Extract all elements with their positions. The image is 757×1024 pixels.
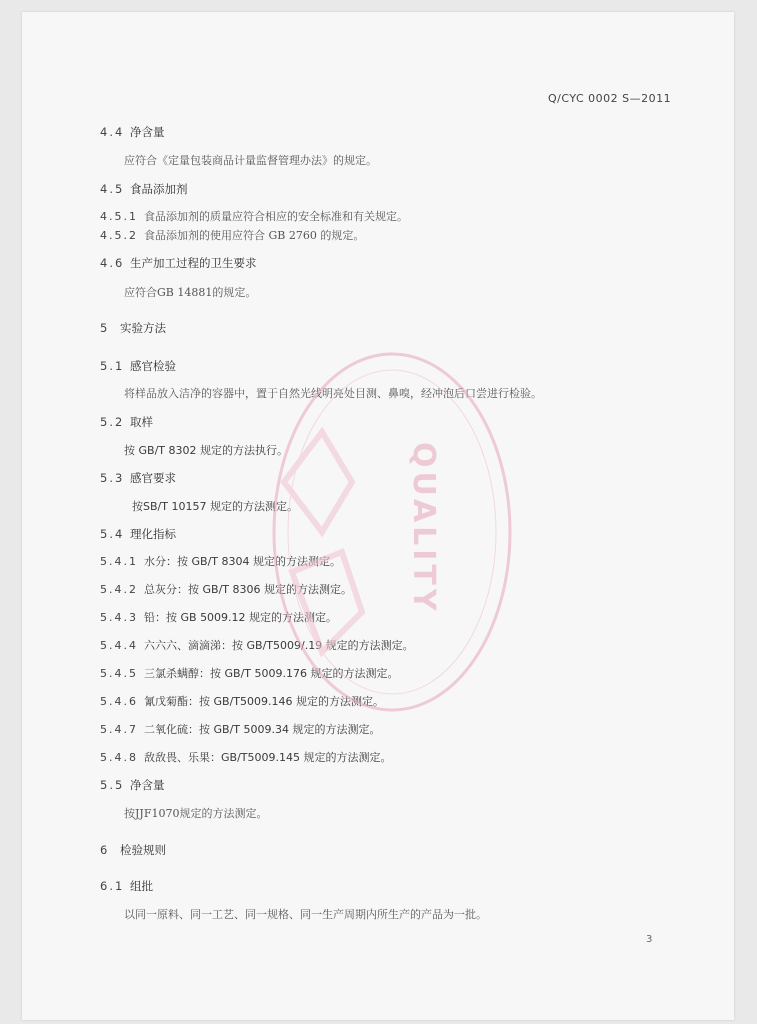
heading-5-2 — [100, 414, 153, 430]
clause-text: 氰戊菊酯：按 GB/T5009.146 规定的方法测定。 — [144, 695, 384, 708]
clause-5-4-1 — [100, 553, 341, 569]
seal-text: QUALITY — [406, 442, 441, 615]
paragraph: 按 GB/T 8302 规定的方法执行。 — [124, 444, 288, 457]
clause-number: 5.4.3 — [100, 611, 138, 624]
clause-title: 取样 — [130, 415, 153, 429]
heading-5-5 — [100, 777, 165, 793]
clause-text: 铅：按 GB 5009.12 规定的方法测定。 — [144, 611, 338, 624]
paragraph: 按JJF1070规定的方法测定。 — [124, 807, 268, 820]
clause-number: 5.4.4 — [100, 639, 138, 652]
paragraph: 按SB/T 10157 规定的方法测定。 — [132, 500, 298, 513]
heading-4-5 — [100, 181, 188, 197]
clause-number: 5.4.6 — [100, 695, 138, 708]
clause-number: 4.5.2 — [100, 229, 138, 242]
clause-text: 水分：按 GB/T 8304 规定的方法测定。 — [144, 555, 341, 568]
clause-number: 5.1 — [100, 359, 125, 373]
clause-title: 生产加工过程的卫生要求 — [130, 256, 257, 270]
clause-number: 5.3 — [100, 471, 125, 485]
clause-number: 5 — [100, 321, 110, 335]
clause-title: 净含量 — [130, 125, 165, 139]
clause-title: 组批 — [130, 879, 153, 893]
clause-number: 5.4.8 — [100, 751, 138, 764]
clause-text: 三氯杀螨醇：按 GB/T 5009.176 规定的方法测定。 — [144, 667, 399, 680]
heading-4-6 — [100, 255, 257, 271]
clause-4-5-2 — [100, 227, 364, 243]
clause-number: 5.2 — [100, 415, 125, 429]
clause-number: 5.4 — [100, 527, 125, 541]
clause-5-4-3 — [100, 609, 337, 625]
clause-text: 总灰分：按 GB/T 8306 规定的方法测定。 — [144, 583, 352, 596]
clause-number: 4.4 — [100, 125, 125, 139]
clause-5-4-7 — [100, 721, 380, 737]
clause-number: 4.5.1 — [100, 210, 138, 223]
clause-title: 感官检验 — [130, 359, 176, 373]
clause-title: 感官要求 — [130, 471, 176, 485]
seal-outer-ring — [274, 354, 510, 710]
clause-title: 理化指标 — [130, 527, 176, 541]
heading-4-4 — [100, 124, 165, 140]
clause-title: 净含量 — [130, 778, 165, 792]
clause-number: 5.4.5 — [100, 667, 138, 680]
clause-5-4-5 — [100, 665, 398, 681]
page-number: 3 — [646, 934, 653, 945]
heading-5-4 — [100, 526, 176, 542]
clause-text: 敌敌畏、乐果：GB/T5009.145 规定的方法测定。 — [144, 751, 392, 764]
seal-glyph — [284, 432, 352, 532]
clause-5-4-8 — [100, 749, 391, 765]
heading-6-1 — [100, 878, 153, 894]
paragraph: 应符合《定量包装商品计量监督管理办法》的规定。 — [124, 154, 377, 167]
clause-5-4-2 — [100, 581, 352, 597]
clause-number: 6 — [100, 843, 110, 857]
heading-5-3 — [100, 470, 176, 486]
standard-number: Q/CYC 0002 S—2011 — [548, 92, 672, 105]
clause-number: 4.6 — [100, 256, 125, 270]
clause-number: 4.5 — [100, 182, 125, 196]
clause-5-4-6 — [100, 693, 384, 709]
clause-number: 5.4.1 — [100, 555, 138, 568]
clause-title: 实验方法 — [120, 321, 166, 335]
clause-number: 5.4.7 — [100, 723, 138, 736]
clause-number: 5.5 — [100, 778, 125, 792]
clause-title: 检验规则 — [120, 843, 166, 857]
heading-6 — [100, 842, 166, 858]
clause-text: 六六六、滴滴涕：按 GB/T5009/.19 规定的方法测定。 — [144, 639, 414, 652]
clause-number: 5.4.2 — [100, 583, 138, 596]
paragraph: 将样品放入洁净的容器中，置于自然光线明亮处目测、鼻嗅，经冲泡后口尝进行检验。 — [124, 387, 542, 400]
heading-5 — [100, 320, 166, 336]
clause-text: 食品添加剂的使用应符合 GB 2760 的规定。 — [144, 229, 365, 242]
paragraph: 以同一原料、同一工艺、同一规格、同一生产周期内所生产的产品为一批。 — [124, 908, 487, 921]
clause-5-4-4 — [100, 637, 414, 653]
heading-5-1 — [100, 358, 176, 374]
document-page — [22, 12, 734, 1020]
clause-text: 二氧化硫：按 GB/T 5009.34 规定的方法测定。 — [144, 723, 381, 736]
clause-4-5-1 — [100, 208, 408, 224]
clause-title: 食品添加剂 — [130, 182, 188, 196]
paragraph: 应符合GB 14881的规定。 — [124, 286, 257, 299]
clause-number: 6.1 — [100, 879, 125, 893]
clause-text: 食品添加剂的质量应符合相应的安全标准和有关规定。 — [144, 210, 408, 223]
